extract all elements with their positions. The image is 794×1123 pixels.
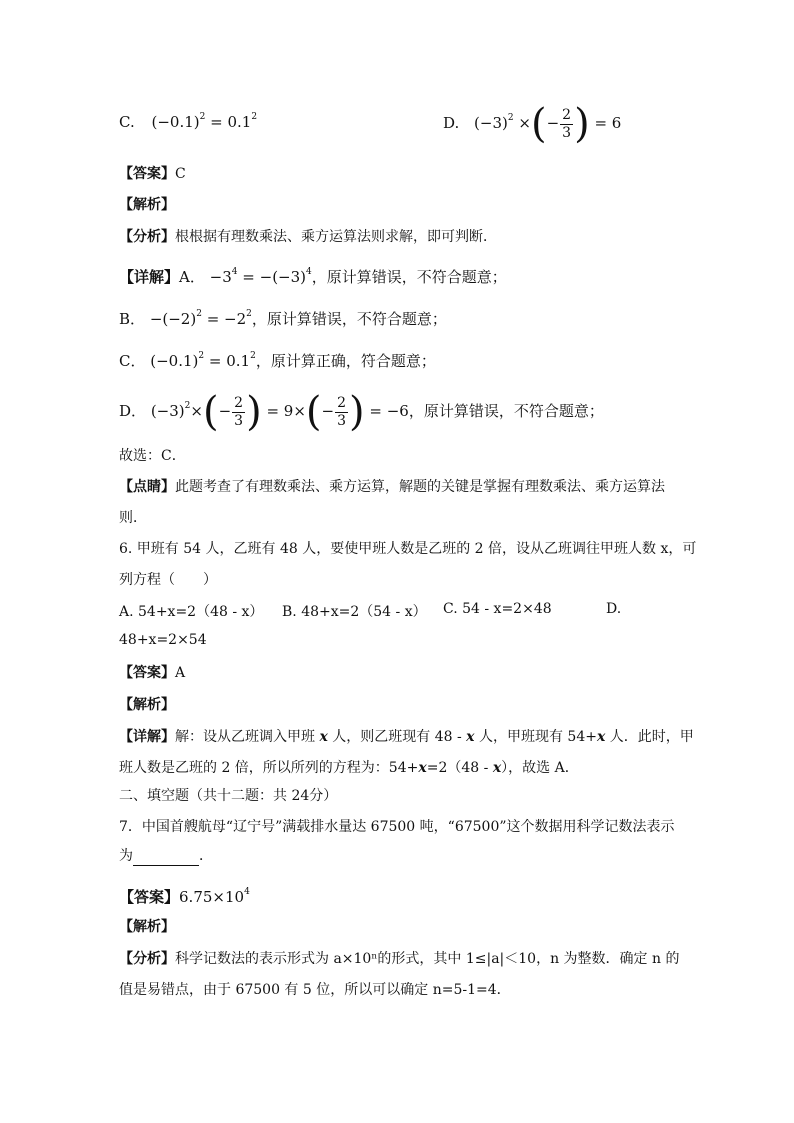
frac-numerator: 2 <box>337 394 347 411</box>
paren-open: ( <box>202 389 219 435</box>
q6-option-c: C. 54 - x=2×48 <box>443 601 552 617</box>
q7-stem-2 <box>119 846 694 866</box>
detail-d-base: (−3) <box>150 402 185 420</box>
option-d-minus: − <box>546 114 560 132</box>
answer-tag: 【答案】 <box>119 166 175 182</box>
detail-d-mid: = 9× <box>266 402 306 420</box>
detail-b-comment: ，原计算错误，不符合题意； <box>251 310 447 328</box>
option-c-base: (−0.1) <box>151 113 200 131</box>
option-d-base: (−3) <box>474 114 508 132</box>
paren-open: ( <box>530 101 547 147</box>
detail-text: 人，则乙班现有 48 - <box>327 729 467 745</box>
detail-d-label: D． <box>119 402 147 420</box>
detail-tag: 【详解】 <box>119 268 180 286</box>
answer-value: C <box>175 166 186 182</box>
detail-d-minus: − <box>218 402 232 420</box>
detail-c-exp1: 2 <box>198 351 205 361</box>
option-c-rhs-exp: 2 <box>251 112 258 122</box>
answer-value: A <box>175 665 186 681</box>
var-x: x <box>319 729 328 745</box>
stem-text: ． <box>199 848 213 864</box>
var-x: x <box>418 760 427 776</box>
stem-text: 为 <box>119 848 133 864</box>
fenxi-tag: 【分析】 <box>119 229 175 245</box>
detail-a-paren: (−3) <box>272 268 307 286</box>
q5-analysis-tag: 【解析】 <box>119 197 175 213</box>
detail-d-times: × <box>190 402 203 420</box>
q7-fenxi-2: 值是易错点，由于 67500 有 5 位，所以可以确定 n=5-1=4． <box>119 982 511 998</box>
q6-answer <box>119 663 694 683</box>
detail-a-label: A． <box>179 268 205 286</box>
q5-option-c <box>119 112 257 131</box>
paren-open: ( <box>305 389 322 435</box>
answer-exp: 4 <box>244 887 250 897</box>
answer-base: 6.75×10 <box>179 888 245 906</box>
detail-b-exp1: 2 <box>196 309 202 319</box>
q6-option-b: B. 48+x=2（54 - x） <box>282 604 427 620</box>
detail-d-fraction-2 <box>335 395 348 430</box>
frac-denominator: 3 <box>234 412 244 429</box>
q6-option-a: A. 54+x=2（48 - x） <box>119 604 264 620</box>
section-title-fill-in: 二、填空题（共十二题：共 24分） <box>119 788 338 804</box>
detail-d-comment: ，原计算错误，不符合题意； <box>408 402 604 420</box>
fenxi-tag: 【分析】 <box>119 951 175 967</box>
var-x: x <box>492 760 502 776</box>
option-d-rhs: = 6 <box>594 114 622 132</box>
detail-text: 班人数是乙班的 2 倍，所以所列的方程为：54+ <box>119 760 419 776</box>
q6-detail-1 <box>119 727 694 747</box>
option-c-rhs: = 0.1 <box>210 113 252 131</box>
answer-blank <box>133 851 199 866</box>
q5-detail-c <box>119 346 694 371</box>
q7-fenxi-1 <box>119 949 694 969</box>
detail-text: 解：设从乙班调入甲班 <box>175 729 320 745</box>
q6-analysis-tag: 【解析】 <box>119 697 175 713</box>
answer-tag: 【答案】 <box>119 665 175 681</box>
q5-conclusion: 故选：C． <box>119 448 186 464</box>
q5-dianjing-1 <box>119 477 694 497</box>
q7-analysis-tag: 【解析】 <box>119 919 175 935</box>
detail-c-comment: ，原计算正确，符合题意； <box>255 352 436 370</box>
q6-option-d-cont: 48+x=2×54 <box>119 632 207 648</box>
detail-c-label: C． <box>119 352 146 370</box>
q5-dianjing-2: 则． <box>119 510 147 526</box>
var-x: x <box>596 729 606 745</box>
detail-c-mid: = 0.1 <box>204 352 251 370</box>
frac-denominator: 3 <box>337 412 347 429</box>
detail-b-lhs: −(−2) <box>149 310 197 328</box>
detail-text: ），故选 A． <box>501 760 579 776</box>
detail-d-minus2: − <box>321 402 335 420</box>
paren-close: ) <box>349 389 365 435</box>
detail-text: 人．此时，甲 <box>605 729 694 745</box>
detail-d-fraction-1 <box>232 395 245 430</box>
detail-a-mid: = − <box>237 268 273 286</box>
q6-stem-2: 列方程（ ） <box>119 572 217 588</box>
q5-option-d <box>443 101 622 147</box>
q6-stem-1: 6. 甲班有 54 人，乙班有 48 人，要使甲班人数是乙班的 2 倍，设从乙班调往甲班人数 x，可 <box>119 541 697 557</box>
q5-fenxi <box>119 227 694 247</box>
q7-stem-1: 7．中国首艘航母“辽宁号”满载排水量达 67500 吨，“67500”这个数据用科学记数法表示 <box>119 819 675 835</box>
q7-answer <box>119 882 694 907</box>
detail-a-exp2: 4 <box>306 267 312 277</box>
option-d-exp: 2 <box>507 113 514 123</box>
dianjing-text-1: 此题考查了有理数乘法、乘方运算，解题的关键是掌握有理数乘法、乘方运算法 <box>175 479 665 495</box>
q6-detail-2 <box>119 758 694 778</box>
detail-c-lhs: (−0.1) <box>150 352 199 370</box>
frac-denominator: 3 <box>562 124 572 141</box>
detail-b-label: B． <box>119 310 146 328</box>
detail-b-mid: = −2 <box>201 310 247 328</box>
dianjing-tag: 【点睛】 <box>119 479 175 495</box>
detail-d-result: = −6 <box>369 402 409 420</box>
frac-numerator: 2 <box>562 106 572 123</box>
detail-tag: 【详解】 <box>119 729 175 745</box>
q5-detail-a <box>119 262 694 287</box>
q5-detail-b <box>119 304 694 329</box>
q6-option-d: D. <box>606 601 622 617</box>
fenxi-text: 科学记数法的表示形式为 a×10ⁿ的形式，其中 1≤|a|＜10，n 为整数．确定 n 的 <box>175 951 680 967</box>
detail-a-exp1: 4 <box>231 267 238 277</box>
detail-a-lhs: −3 <box>209 268 232 286</box>
fenxi-text: 根根据有理数乘法、乘方运算法则求解，即可判断． <box>175 229 497 245</box>
detail-c-exp2: 2 <box>250 351 256 361</box>
option-c-exp: 2 <box>199 112 206 122</box>
option-d-times: × <box>518 114 531 132</box>
detail-b-exp2: 2 <box>246 309 252 319</box>
paren-close: ) <box>246 389 262 435</box>
option-d-label: D. <box>443 114 460 132</box>
frac-numerator: 2 <box>234 394 244 411</box>
paren-close: ) <box>574 101 590 147</box>
var-x: x <box>466 729 475 745</box>
detail-text: =2（48 - <box>426 760 493 776</box>
answer-tag: 【答案】 <box>119 888 180 906</box>
q5-answer <box>119 164 694 184</box>
q5-detail-d <box>119 386 694 435</box>
detail-text: 人，甲班现有 54+ <box>474 729 597 745</box>
option-d-fraction <box>560 107 573 142</box>
detail-d-exp: 2 <box>184 401 191 411</box>
detail-a-comment: ，原计算错误，不符合题意； <box>311 268 507 286</box>
option-c-label: C. <box>119 113 135 131</box>
